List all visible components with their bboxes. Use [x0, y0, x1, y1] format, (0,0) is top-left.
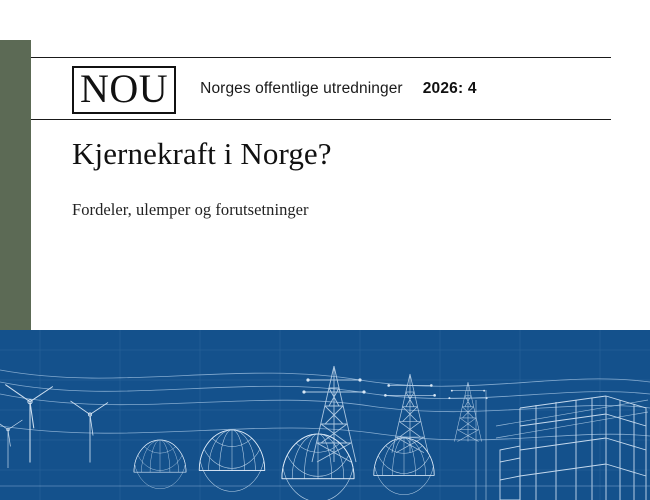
page-subtitle: Fordeler, ulemper og forutsetninger [72, 200, 309, 219]
masthead-label: Norges offentlige utredninger [200, 79, 403, 97]
masthead [31, 57, 611, 120]
right-margin [611, 40, 650, 330]
page-title: Kjernekraft i Norge? [72, 136, 332, 171]
top-margin [0, 0, 650, 40]
title-block [72, 136, 592, 220]
masthead-number: 2026: 4 [422, 79, 477, 97]
cover-illustration [0, 330, 650, 500]
nou-logo: NOU [72, 66, 176, 114]
left-color-band [0, 40, 31, 330]
